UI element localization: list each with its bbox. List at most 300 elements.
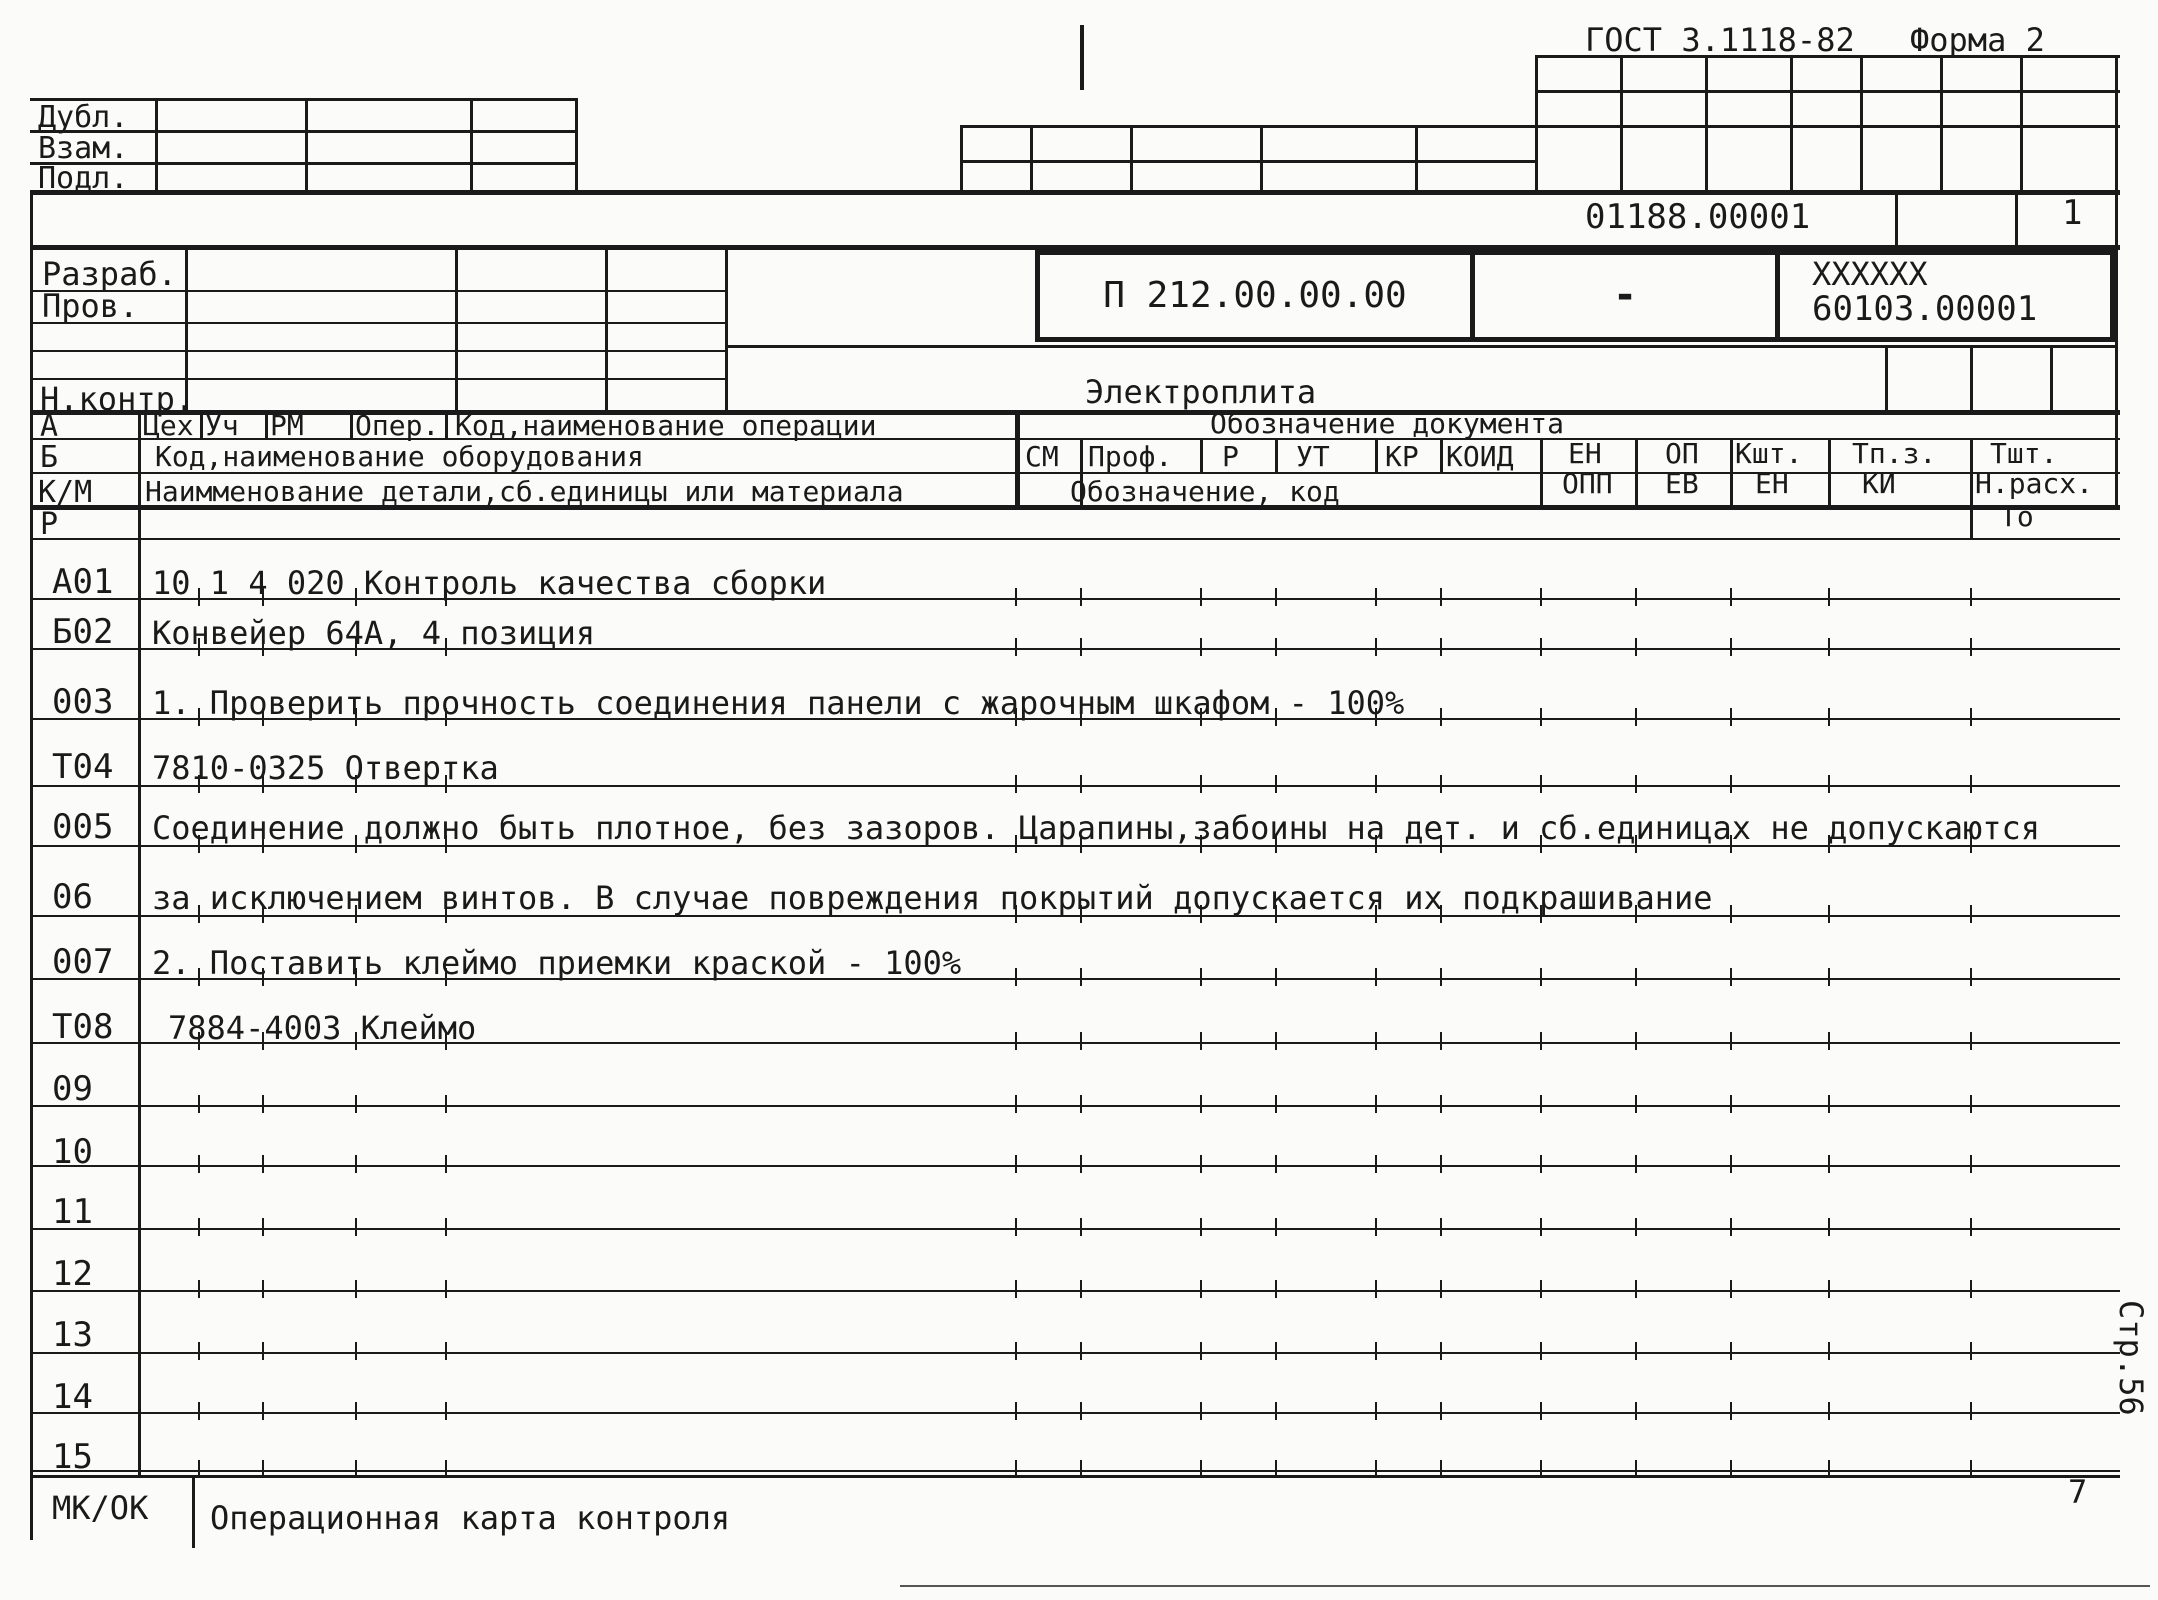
row-text: 1. Проверить прочность соединения панели с жарочным шкафом - 100% [152, 684, 1405, 722]
row-tick [1015, 775, 1017, 793]
rule [470, 98, 473, 192]
row-tick [445, 1032, 447, 1050]
row-tick [198, 588, 200, 606]
rule [1080, 25, 1084, 90]
row-tick [1200, 1218, 1202, 1236]
rule [1885, 345, 1888, 410]
row-tick [1080, 708, 1082, 726]
row-tick [445, 1095, 447, 1113]
rule [725, 345, 2115, 348]
sheet-number: 1 [2062, 193, 2083, 233]
row-tick [198, 708, 200, 726]
row-tick [1080, 1280, 1082, 1298]
row-text: Конвейер 64А, 4 позиция [152, 614, 596, 652]
rule [1440, 438, 1443, 472]
rule [30, 190, 2120, 195]
row-rule [30, 915, 2120, 917]
row-rule [30, 1228, 2120, 1230]
col-opp: ОПП [1562, 467, 1613, 500]
row-tick [1440, 1032, 1442, 1050]
row-tick [1540, 905, 1542, 923]
row-code: 13 [52, 1315, 93, 1355]
row-tick [1540, 1342, 1542, 1360]
rule [1730, 438, 1733, 505]
row-tick [1375, 1155, 1377, 1173]
rule [1705, 55, 1708, 190]
rule [30, 322, 725, 324]
row-rule [30, 978, 2120, 980]
row-tick [198, 1280, 200, 1298]
row-tick [1275, 1402, 1277, 1420]
row-tick [1200, 1280, 1202, 1298]
nkontr-label: Н.контр. [40, 380, 195, 418]
row-code: Т04 [52, 747, 114, 787]
row-tick [1635, 1218, 1637, 1236]
row-tick [1015, 1402, 1017, 1420]
rule [1130, 125, 1133, 192]
row-tick [1080, 588, 1082, 606]
col-en2: ЕН [1755, 467, 1789, 500]
row-tick [198, 775, 200, 793]
row-tick [1440, 1402, 1442, 1420]
row-tick [1540, 708, 1542, 726]
row-tick [1015, 835, 1017, 853]
row-code: 15 [52, 1437, 93, 1477]
row-tick [1828, 835, 1830, 853]
row-tick [1200, 1095, 1202, 1113]
row-tick [355, 835, 357, 853]
row-tick [198, 1402, 200, 1420]
rule [1030, 125, 1033, 192]
row-tick [1970, 775, 1972, 793]
row-tick [1540, 968, 1542, 986]
row-tick [1375, 835, 1377, 853]
rule [30, 350, 725, 352]
row-text: Соединение должно быть плотное, без зазоров. Царапины,забоины на дет. и сб.единицах не допускаются [152, 809, 2041, 847]
row-rule [30, 1412, 2120, 1414]
row-text: 2. Поставить клеймо приемки краской - 100% [152, 944, 962, 982]
row-tick [198, 835, 200, 853]
row-tick [1375, 1280, 1377, 1298]
row-tick [1200, 835, 1202, 853]
row-tick [1828, 638, 1830, 656]
col-r: Р [1222, 440, 1239, 473]
row-tick [1375, 708, 1377, 726]
row-tick [1828, 588, 1830, 606]
row-tick [1540, 1095, 1542, 1113]
col-rm: РМ [270, 409, 304, 442]
row-tick [1440, 708, 1442, 726]
row-tick [1440, 968, 1442, 986]
row-tick [1015, 1095, 1017, 1113]
row-tick [1375, 638, 1377, 656]
row-tick [1540, 1280, 1542, 1298]
row-tick [1730, 1280, 1732, 1298]
row-tick [1540, 835, 1542, 853]
rule [2115, 55, 2118, 190]
row-tick [1200, 588, 1202, 606]
row-tick [1730, 1218, 1732, 1236]
row-tick [1730, 905, 1732, 923]
col-ki: КИ [1862, 467, 1896, 500]
row-tick [355, 1280, 357, 1298]
row-tick [1540, 775, 1542, 793]
rule [30, 538, 2120, 540]
row-tick [1275, 775, 1277, 793]
dubl-label: Дубл. [38, 100, 129, 135]
row-tick [198, 1032, 200, 1050]
row-tick [1080, 1402, 1082, 1420]
row-tick [355, 905, 357, 923]
rule [1635, 438, 1638, 505]
footer-code: МК/ОК [52, 1489, 149, 1527]
rule [1260, 125, 1263, 192]
code-line-1: XXXXXX [1812, 255, 1928, 293]
row-tick [1828, 905, 1830, 923]
rule [1415, 125, 1418, 192]
row-tick [262, 638, 264, 656]
col-sm: СМ [1025, 440, 1059, 473]
row-tick [262, 968, 264, 986]
col-oper: Опер. [355, 409, 440, 442]
row-tick [1015, 638, 1017, 656]
row-tick [1635, 775, 1637, 793]
row-tick [1275, 1032, 1277, 1050]
rule [960, 125, 1535, 128]
col-kr: КР [1385, 440, 1419, 473]
row-tick [1730, 1342, 1732, 1360]
row-tick [1970, 968, 1972, 986]
rule [192, 1478, 195, 1548]
row-tick [262, 1095, 264, 1113]
rule [960, 125, 963, 192]
row-tick [1440, 1280, 1442, 1298]
row-tick [1200, 775, 1202, 793]
rule [1895, 190, 1898, 245]
row-tick [445, 1218, 447, 1236]
row-tick [1970, 1280, 1972, 1298]
row-tick [1970, 1155, 1972, 1173]
row-tick [1730, 1402, 1732, 1420]
row-tick [1635, 1280, 1637, 1298]
rule [138, 410, 141, 1475]
row-tick [1200, 1155, 1202, 1173]
row-tick [1828, 1402, 1830, 1420]
row-tick [1970, 1095, 1972, 1113]
row-tick [1730, 638, 1732, 656]
row-tick [1828, 1342, 1830, 1360]
row-code: 06 [52, 877, 93, 917]
row-code: Б02 [52, 612, 114, 652]
row-code: 12 [52, 1254, 93, 1294]
row-tick [1730, 1032, 1732, 1050]
row-tick [1635, 1402, 1637, 1420]
row-rule [30, 1165, 2120, 1167]
row-tick [1440, 905, 1442, 923]
rule [30, 190, 33, 1540]
rule [1015, 410, 1020, 505]
row-tick [1080, 638, 1082, 656]
row-tick [1275, 588, 1277, 606]
row-tick [1275, 968, 1277, 986]
row-rule [30, 1105, 2120, 1107]
row-tick [1275, 835, 1277, 853]
row-tick [355, 1032, 357, 1050]
row-tick [355, 1095, 357, 1113]
row-tick [1970, 1342, 1972, 1360]
row-code: 003 [52, 682, 114, 722]
row-tick [1730, 708, 1732, 726]
rule [1860, 55, 1863, 190]
row-a-label: А [40, 409, 59, 444]
rule [30, 410, 2120, 415]
row-tick [1828, 1032, 1830, 1050]
row-tick [355, 1402, 357, 1420]
row-tick [1275, 638, 1277, 656]
row-tick [262, 775, 264, 793]
razrab-label: Разраб. [42, 255, 177, 293]
row-tick [198, 1218, 200, 1236]
row-tick [1635, 588, 1637, 606]
rule [2015, 190, 2018, 245]
row-code: 11 [52, 1192, 93, 1232]
form-label: Форма 2 [1910, 21, 2045, 59]
row-tick [1375, 1032, 1377, 1050]
row-tick [262, 1280, 264, 1298]
row-tick [445, 708, 447, 726]
row-km-label: К/М [38, 475, 93, 510]
row-tick [262, 1155, 264, 1173]
row-tick [262, 1402, 264, 1420]
rule [30, 290, 725, 292]
rule [2050, 345, 2053, 410]
row-tick [1080, 1342, 1082, 1360]
row-tick [445, 1155, 447, 1173]
row-tick [1440, 638, 1442, 656]
row-tick [1440, 1095, 1442, 1113]
row-rule [30, 648, 2120, 650]
podl-label: Подл. [38, 161, 129, 196]
row-tick [198, 968, 200, 986]
row-tick [1540, 1402, 1542, 1420]
vzam-label: Взам. [38, 131, 129, 166]
row-tick [1970, 588, 1972, 606]
row-tick [198, 905, 200, 923]
rule [900, 1585, 2150, 1587]
rule [30, 1475, 2120, 1478]
row-tick [1080, 1218, 1082, 1236]
rule [1940, 55, 1943, 190]
rule [1375, 438, 1378, 472]
row-tick [1015, 588, 1017, 606]
row-code: Т08 [52, 1007, 114, 1047]
row-tick [355, 775, 357, 793]
row-tick [198, 1095, 200, 1113]
row-rule [30, 1470, 2120, 1472]
row-tick [355, 1218, 357, 1236]
row-tick [1440, 1155, 1442, 1173]
rule [1775, 250, 1780, 342]
row-tick [262, 1032, 264, 1050]
row-tick [1440, 588, 1442, 606]
row-tick [1200, 1032, 1202, 1050]
row-tick [355, 1342, 357, 1360]
row-tick [1375, 905, 1377, 923]
row-tick [1970, 1402, 1972, 1420]
row-tick [1375, 968, 1377, 986]
row-tick [1015, 708, 1017, 726]
row-code: 005 [52, 807, 114, 847]
rule [200, 410, 203, 438]
row-text: 7810-0325 Отвертка [152, 749, 499, 787]
doc-code: 01188.00001 [1585, 197, 1811, 237]
row-tick [445, 968, 447, 986]
rule [155, 98, 158, 192]
col-nrask: Н.расх. [1975, 467, 2094, 500]
rule [305, 98, 308, 192]
col-tsht: Тшт. [1990, 437, 2058, 470]
row-tick [1275, 1218, 1277, 1236]
rule [605, 245, 608, 410]
col-tsekh: Цех [143, 409, 194, 442]
row-tick [1540, 638, 1542, 656]
row-tick [1080, 1155, 1082, 1173]
row-rule [30, 1042, 2120, 1044]
rule [960, 160, 1535, 163]
row-tick [445, 835, 447, 853]
designation-dash: - [1612, 272, 1638, 318]
row-tick [1015, 1032, 1017, 1050]
code-line-2: 60103.00001 [1812, 289, 2038, 329]
rule [1970, 438, 1973, 538]
row-tick [1200, 905, 1202, 923]
row-tick [445, 638, 447, 656]
row-b-label: Б [40, 440, 59, 475]
col-ut: УТ [1296, 440, 1330, 473]
row-tick [1730, 1095, 1732, 1113]
row-tick [1970, 1218, 1972, 1236]
row-tick [1015, 1155, 1017, 1173]
row-tick [198, 1155, 200, 1173]
row-tick [445, 775, 447, 793]
margin-page-note: Стр.56 [2112, 1300, 2150, 1416]
row-tick [1730, 1155, 1732, 1173]
row-tick [355, 708, 357, 726]
row-tick [1375, 775, 1377, 793]
row-tick [1080, 1095, 1082, 1113]
row-rule [30, 845, 2120, 847]
row-tick [1200, 708, 1202, 726]
row-tick [445, 905, 447, 923]
rule [1790, 55, 1793, 190]
rule [2115, 190, 2118, 510]
col-en: ЕН [1568, 437, 1602, 470]
row-rule [30, 1352, 2120, 1354]
footer-page-number: 7 [2068, 1473, 2088, 1511]
row-tick [1080, 1032, 1082, 1050]
rule [2020, 55, 2023, 190]
row-tick [1015, 1218, 1017, 1236]
row-tick [1275, 1095, 1277, 1113]
row-tick [1275, 1280, 1277, 1298]
row-tick [1375, 1095, 1377, 1113]
row-tick [1200, 968, 1202, 986]
row-tick [1635, 905, 1637, 923]
row-code: 10 [52, 1132, 93, 1172]
rule [1970, 345, 1973, 410]
row-tick [1635, 638, 1637, 656]
row-tick [355, 1155, 357, 1173]
row-tick [1540, 1155, 1542, 1173]
row-tick [1440, 835, 1442, 853]
row-tick [1635, 708, 1637, 726]
row-tick [1970, 1032, 1972, 1050]
col-op: ОП [1665, 437, 1699, 470]
row-tick [262, 835, 264, 853]
row-code: 14 [52, 1377, 93, 1417]
row-tick [1275, 905, 1277, 923]
standard-label: ГОСТ 3.1118-82 [1585, 21, 1855, 59]
row-tick [445, 1342, 447, 1360]
rule [455, 245, 458, 410]
row-tick [1635, 1155, 1637, 1173]
rule [1535, 55, 1538, 190]
row-tick [1730, 835, 1732, 853]
col-uch: Уч [205, 409, 239, 442]
row-tick [1015, 1342, 1017, 1360]
row-tick [1635, 835, 1637, 853]
row-tick [1080, 905, 1082, 923]
row-tick [198, 1342, 200, 1360]
col-part-name: Наимменование детали,сб.единицы или материала [145, 475, 904, 508]
row-tick [198, 638, 200, 656]
row-tick [1015, 968, 1017, 986]
row-code: 007 [52, 942, 114, 982]
row-tick [1635, 1032, 1637, 1050]
row-rule [30, 598, 2120, 600]
row-tick [1970, 708, 1972, 726]
row-tick [1275, 708, 1277, 726]
row-tick [1540, 1032, 1542, 1050]
row-tick [1828, 775, 1830, 793]
row-tick [1635, 1342, 1637, 1360]
col-kshit: Кшт. [1735, 437, 1803, 470]
row-tick [1730, 968, 1732, 986]
row-tick [1540, 1218, 1542, 1236]
row-tick [445, 588, 447, 606]
row-tick [1828, 1155, 1830, 1173]
col-to: То [2000, 500, 2034, 533]
row-text: за исключением винтов. В случае повреждения покрытий допускается их подкрашивание [152, 879, 1713, 917]
rule [265, 410, 268, 438]
col-tpz: Тп.з. [1852, 437, 1937, 470]
row-code: 09 [52, 1069, 93, 1109]
row-rule [30, 1290, 2120, 1292]
row-tick [262, 708, 264, 726]
row-p-label: Р [40, 507, 59, 542]
row-rule [30, 718, 2120, 720]
product-name: Электроплита [1085, 373, 1317, 411]
col-designation-code: Обозначение, код [1070, 475, 1340, 508]
col-document: Обозначение документа [1210, 407, 1565, 440]
designation: П 212.00.00.00 [1103, 275, 1407, 316]
row-tick [262, 1218, 264, 1236]
row-code: А01 [52, 562, 114, 602]
col-koid: КОИД [1446, 440, 1514, 473]
rule [1275, 438, 1278, 472]
row-tick [262, 1342, 264, 1360]
prov-label: Пров. [42, 287, 139, 325]
